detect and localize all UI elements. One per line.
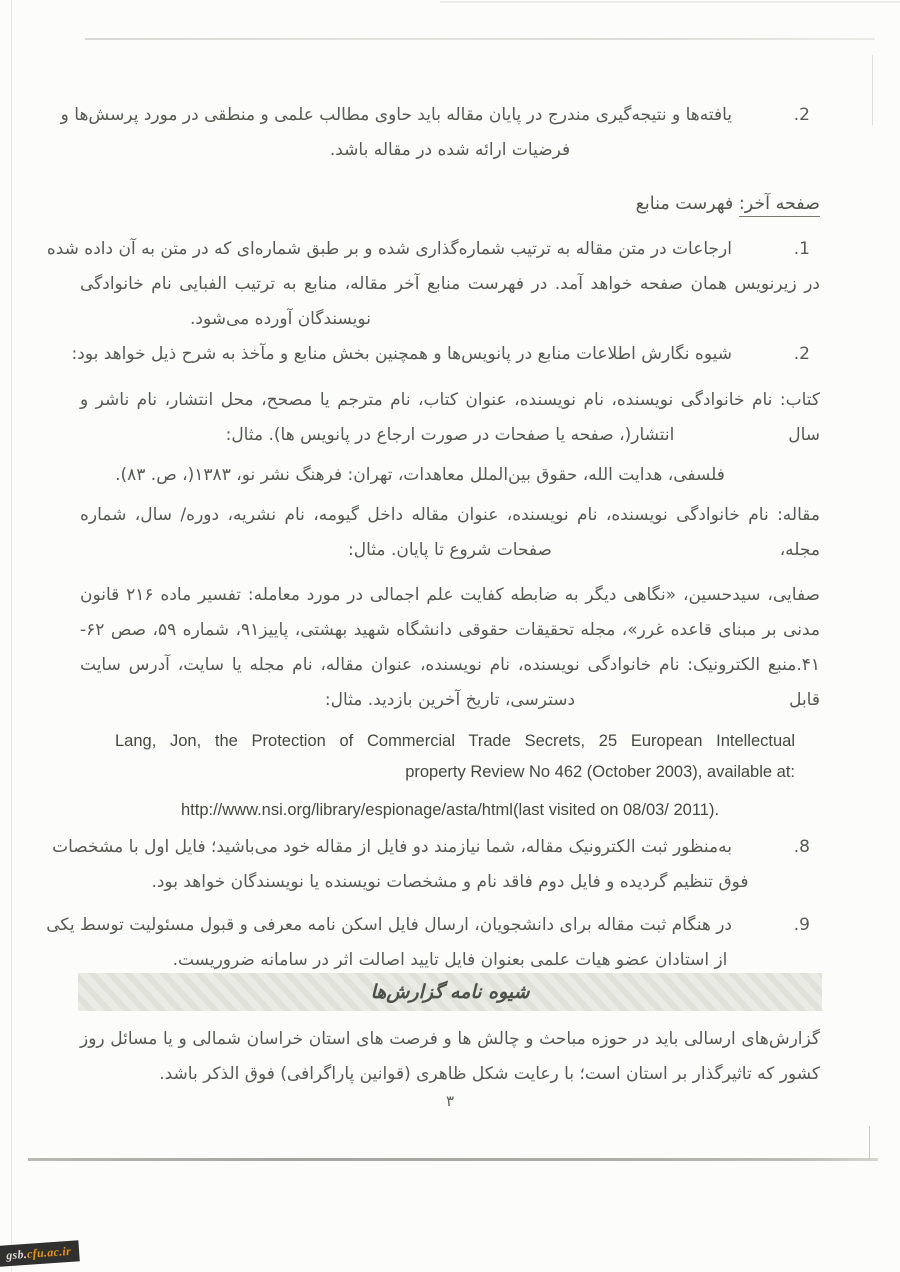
- body-line: ارجاعات در متن مقاله به ترتیب شماره‌گذاری شده و بر طبق شماره‌ای که در متن به آن داده شده: [46, 239, 732, 259]
- list-number: 9.: [793, 915, 810, 935]
- body-line: فرضیات ارائه شده در مقاله باشد.: [329, 140, 571, 160]
- body-line: ۴۱.منبع الکترونیک: نام خانوادگی نویسنده، نام نویسنده، عنوان مقاله، نام مجله یا سایت، آدرس سایت قابل: [80, 655, 820, 710]
- body-line: صفایی، سیدحسین، «نگاهی دیگر به ضابطه کفایت علم اجمالی در مورد معامله: تفسیر ماده ۲۱۶ قانون: [80, 585, 820, 605]
- english-citation: [80, 726, 820, 788]
- paragraph-item-9: [46, 908, 820, 978]
- body-line: به‌منظور ثبت الکترونیک مقاله، شما نیازمند دو فایل از مقاله خود می‌باشید؛ فایل اول با مشخصات: [52, 837, 732, 857]
- page-edge-left: [11, 0, 12, 1272]
- body-line: یافته‌ها و نتیجه‌گیری مندرج در پایان مقاله باید حاوی مطالب علمی و منطقی در مورد پرسش‌ها و: [60, 105, 732, 125]
- body-line: صفحات شروع تا پایان. مثال:: [348, 540, 552, 560]
- citation-line: property Review No 462 (October 2003), available at:: [405, 763, 795, 781]
- body-line: در زیرنویس همان صفحه خواهد آمد. در فهرست منابع آخر مقاله، منابع به ترتیب الفبایی نام خانوادگی: [80, 274, 820, 294]
- paragraph-item-8: [52, 830, 820, 900]
- paragraph-book-format: [80, 383, 820, 453]
- body-line: فوق تنظیم گردیده و فایل دوم فاقد نام و مشخصات نویسنده یا نویسندگان خواهد بود.: [151, 872, 749, 892]
- body-line: انتشار(، صفحه یا صفحات در صورت ارجاع در پانویس ها). مثال:: [225, 425, 675, 445]
- list-item-line: [46, 232, 820, 267]
- citation-url: http://www.nsi.org/library/espionage/asta/html(last visited on 08/03/ 2011).: [180, 801, 720, 819]
- reports-heading-band: [78, 973, 822, 1011]
- body-line: دسترسی، تاریخ آخرین بازدید. مثال:: [324, 690, 576, 710]
- reports-heading: شیوه نامه گزارش‌ها: [370, 981, 530, 1003]
- list-item-line: [60, 98, 820, 133]
- list-number: 2.: [793, 344, 810, 364]
- watermark-badge: [0, 1240, 80, 1267]
- list-number: 1.: [793, 239, 810, 259]
- scan-line-artifact-top-edge: [440, 1, 900, 3]
- scan-smudge-right-top: [872, 55, 873, 125]
- body-line: گزارش‌های ارسالی باید در حوزه مباحث و چالش ها و فرصت های استان خراسان شمالی و یا مسائل روز: [80, 1029, 820, 1049]
- scan-line-artifact-top: [85, 38, 875, 40]
- paragraph-item-2-top: [60, 98, 820, 168]
- list-item-line: [71, 337, 820, 372]
- body-line: مقاله: نام خانوادگی نویسنده، نام نویسنده، عنوان مقاله داخل گیومه، نام نشریه، دوره/ سال، شماره مجله،: [80, 505, 820, 560]
- paragraph-reports: [80, 1022, 820, 1092]
- watermark-prefix: gsb.: [5, 1246, 28, 1263]
- body-line: شیوه نگارش اطلاعات منابع در پانویس‌ها و همچنین بخش منابع و مآخذ به شرح ذیل خواهد بود:: [71, 344, 732, 364]
- paragraph-book-example: [80, 458, 820, 493]
- paragraph-article-example: [80, 578, 820, 718]
- heading-underlined-part: صفحه آخر:: [739, 194, 820, 217]
- heading-rest: فهرست منابع: [635, 194, 739, 214]
- body-line: فلسفی، هدایت الله، حقوق بین‌الملل معاهدات، تهران: فرهنگ نشر نو، ۱۳۸۳(، ص. ۸۳).: [115, 465, 725, 485]
- scan-line-artifact-bottom: [28, 1158, 878, 1161]
- paragraph-article-format: [80, 498, 820, 568]
- paragraph-item-1: [46, 232, 820, 337]
- list-number: 2.: [793, 105, 810, 125]
- body-line: نویسندگان آورده می‌شود.: [190, 309, 371, 329]
- citation-url-block: [80, 795, 820, 826]
- body-line: کشور که تاثیرگذار بر استان است؛ با رعایت شکل ظاهری (قوانین پاراگرافی) فوق الذکر باشد.: [159, 1064, 820, 1084]
- paragraph-item-2: [71, 337, 820, 372]
- list-item-line: [46, 908, 820, 943]
- list-number: 8.: [793, 837, 810, 857]
- section-heading-last-page: [80, 188, 820, 220]
- watermark-domain: cfu.ac.ir: [26, 1243, 72, 1261]
- body-line: از استادان عضو هیات علمی بعنوان فایل تایید اصالت اثر در سامانه ضروریست.: [172, 950, 728, 970]
- body-line: در هنگام ثبت مقاله برای دانشجویان، ارسال فایل اسکن نامه معرفی و قبول مسئولیت توسط یکی: [46, 915, 732, 935]
- body-line: مدنی بر مبنای قاعده غرر»، مجله تحقیقات حقوقی دانشگاه شهید بهشتی، پاییز۹۱، شماره ۵۹، صص ۶۲-: [80, 620, 820, 640]
- page-number: ۳: [445, 1092, 455, 1110]
- body-line: کتاب: نام خانوادگی نویسنده، نام نویسنده، عنوان کتاب، نام مترجم یا مصحح، محل انتشار، نام ناشر و سال: [80, 390, 820, 445]
- citation-line: Lang, Jon, the Protection of Commercial Trade Secrets, 25 European Intellectual: [115, 732, 795, 750]
- scan-smudge-right: [869, 1126, 870, 1160]
- list-item-line: [52, 830, 820, 865]
